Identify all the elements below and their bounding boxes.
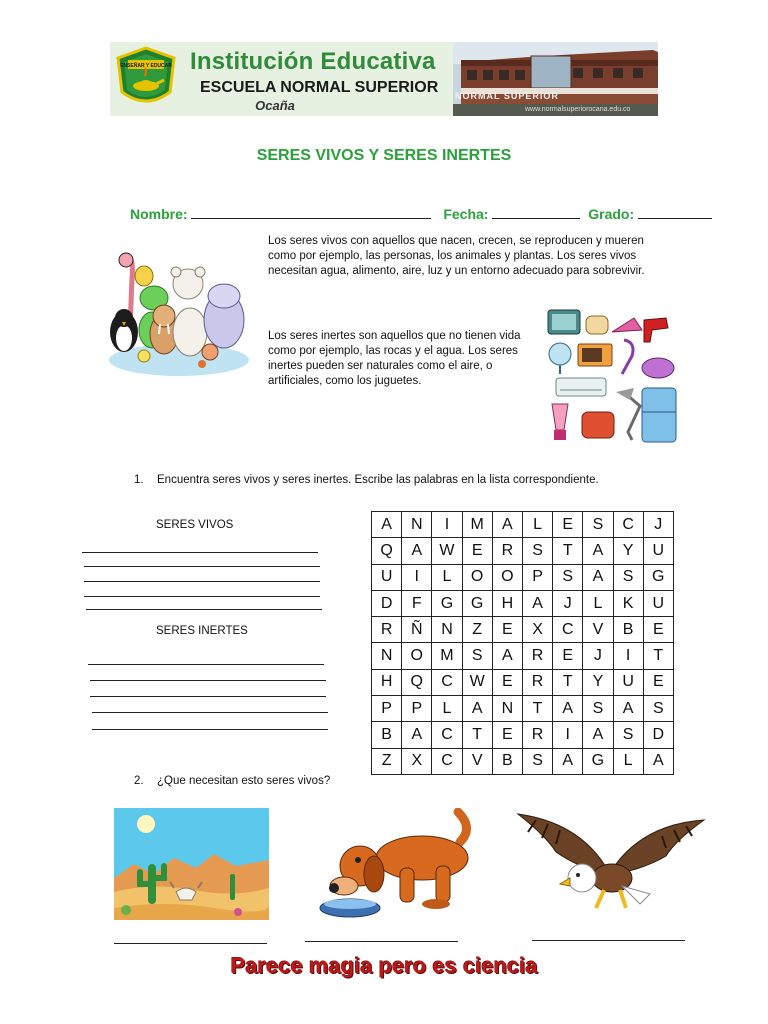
appliances-illustration <box>544 308 680 448</box>
word-search-row <box>372 669 674 695</box>
word-search-cell[interactable]: D <box>643 722 673 748</box>
word-search-cell[interactable]: E <box>492 669 522 695</box>
animals-illustration <box>106 248 252 378</box>
word-search-cell[interactable]: T <box>522 696 552 722</box>
word-search-cell[interactable]: A <box>613 696 643 722</box>
desert-cactus-image <box>114 808 269 920</box>
word-search-cell[interactable]: L <box>432 696 462 722</box>
dog-answer-line[interactable] <box>305 941 458 942</box>
word-search-cell[interactable]: B <box>613 617 643 643</box>
word-search-cell[interactable]: T <box>553 669 583 695</box>
header-banner <box>110 42 658 116</box>
word-search-cell[interactable]: G <box>643 564 673 590</box>
word-search-grid <box>371 511 674 775</box>
word-search-cell[interactable]: W <box>462 669 492 695</box>
word-search-cell[interactable]: S <box>583 512 613 538</box>
word-search-cell[interactable]: A <box>583 722 613 748</box>
word-search-cell[interactable]: P <box>522 564 552 590</box>
word-search-cell[interactable]: H <box>492 590 522 616</box>
eagle-answer-line[interactable] <box>532 940 685 941</box>
word-search-cell[interactable]: A <box>372 512 402 538</box>
word-search-cell[interactable]: Z <box>462 617 492 643</box>
living-answer-line-3[interactable] <box>84 581 320 582</box>
word-search-cell[interactable]: U <box>643 538 673 564</box>
student-info-line <box>130 206 712 222</box>
word-search-cell[interactable]: S <box>613 722 643 748</box>
word-search-cell[interactable]: A <box>492 643 522 669</box>
grade-field[interactable] <box>638 206 712 219</box>
inert-answer-line-4[interactable] <box>92 712 328 713</box>
word-search-cell[interactable]: A <box>643 748 673 774</box>
word-search-cell[interactable]: T <box>462 722 492 748</box>
word-search-cell[interactable]: P <box>402 696 432 722</box>
word-search-cell[interactable]: A <box>583 538 613 564</box>
word-search-cell[interactable]: N <box>492 696 522 722</box>
word-search-row <box>372 590 674 616</box>
question2-text: ¿Que necesitan esto seres vivos? <box>157 775 331 787</box>
living-beings-paragraph: Los seres vivos con aquellos que nacen, crecen, se reproducen y mueren como por ejemplo, las personas, los animales y plantas. Los seres vivos necesitan agua, alimento, aire, luz y un entorno adecuado para sobrevivir. <box>268 235 645 277</box>
word-search-cell[interactable]: S <box>522 538 552 564</box>
word-search-cell[interactable]: H <box>372 669 402 695</box>
desert-answer-line[interactable] <box>114 943 267 944</box>
word-search-cell[interactable]: Y <box>583 669 613 695</box>
word-search-cell[interactable]: U <box>643 590 673 616</box>
svg-text:ENSEÑAR Y EDUCAR: ENSEÑAR Y EDUCAR <box>120 63 172 69</box>
word-search-cell[interactable]: T <box>643 643 673 669</box>
name-field[interactable] <box>191 206 431 219</box>
word-search-cell[interactable]: A <box>553 748 583 774</box>
word-search-cell[interactable]: L <box>613 748 643 774</box>
word-search-cell[interactable]: C <box>432 722 462 748</box>
inert-answer-line-3[interactable] <box>90 696 326 697</box>
word-search-cell[interactable]: J <box>553 590 583 616</box>
word-search-cell[interactable]: R <box>522 643 552 669</box>
inert-beings-paragraph: Los seres inertes son aquellos que no tienen vida como por ejemplo, las rocas y el agua. Los seres inertes pueden ser naturales como el aire, o artificiales, como los juguetes. <box>268 330 521 387</box>
word-search-cell[interactable]: I <box>553 722 583 748</box>
school-name: ESCUELA NORMAL SUPERIOR <box>200 79 439 96</box>
word-search-cell[interactable]: I <box>613 643 643 669</box>
word-search-cell[interactable]: E <box>553 512 583 538</box>
word-search-cell[interactable]: C <box>613 512 643 538</box>
flying-eagle-image <box>516 812 706 922</box>
word-search-cell[interactable]: E <box>492 722 522 748</box>
word-search-cell[interactable]: S <box>462 643 492 669</box>
word-search-cell[interactable]: I <box>432 512 462 538</box>
word-search-cell[interactable]: Z <box>372 748 402 774</box>
word-search-cell[interactable]: A <box>462 696 492 722</box>
inert-answer-line-5[interactable] <box>92 729 328 730</box>
word-search-cell[interactable]: A <box>402 538 432 564</box>
word-search-cell[interactable]: C <box>432 669 462 695</box>
word-search-cell[interactable]: O <box>492 564 522 590</box>
dog-eating-image <box>318 808 476 920</box>
word-search-row <box>372 696 674 722</box>
word-search-cell[interactable]: E <box>462 538 492 564</box>
word-search-row <box>372 538 674 564</box>
word-search-cell[interactable]: E <box>553 643 583 669</box>
inert-answer-line-1[interactable] <box>88 664 324 665</box>
living-answer-line-5[interactable] <box>86 609 322 610</box>
word-search-cell[interactable]: L <box>583 590 613 616</box>
word-search-cell[interactable]: N <box>432 617 462 643</box>
word-search-cell[interactable]: S <box>522 748 552 774</box>
city-name: Ocaña <box>255 98 295 113</box>
word-search-cell[interactable]: I <box>402 564 432 590</box>
word-search-cell[interactable]: V <box>583 617 613 643</box>
name-label: Nombre: <box>130 206 188 222</box>
living-answer-line-2[interactable] <box>84 566 320 567</box>
word-search-cell[interactable]: A <box>553 696 583 722</box>
school-building-photo <box>453 42 658 116</box>
word-search-cell[interactable]: A <box>583 564 613 590</box>
word-search-cell[interactable]: S <box>583 696 613 722</box>
word-search-cell[interactable]: O <box>402 643 432 669</box>
word-search-cell[interactable]: S <box>643 696 673 722</box>
word-search-cell[interactable]: N <box>372 643 402 669</box>
word-search-cell[interactable]: P <box>372 696 402 722</box>
inert-list-label: SERES INERTES <box>156 625 248 637</box>
living-list-label: SERES VIVOS <box>156 519 234 531</box>
word-search-cell[interactable]: W <box>432 538 462 564</box>
word-search-cell[interactable]: F <box>402 590 432 616</box>
word-search-cell[interactable]: D <box>372 590 402 616</box>
word-search-cell[interactable]: N <box>402 512 432 538</box>
word-search-cell[interactable]: J <box>583 643 613 669</box>
word-search-cell[interactable]: K <box>613 590 643 616</box>
word-search-cell[interactable]: E <box>643 617 673 643</box>
word-search-cell[interactable]: R <box>492 538 522 564</box>
living-answer-line-1[interactable] <box>82 552 318 553</box>
word-search-cell[interactable]: G <box>583 748 613 774</box>
word-search-cell[interactable]: C <box>432 748 462 774</box>
word-search-row <box>372 564 674 590</box>
footer-slogan: Parece magia pero es ciencia <box>230 953 538 978</box>
word-search-cell[interactable]: U <box>372 564 402 590</box>
institution-title: Institución Educativa <box>190 48 436 75</box>
word-search-row <box>372 722 674 748</box>
word-search-cell[interactable]: G <box>462 590 492 616</box>
question1-text: Encuentra seres vivos y seres inertes. Escribe las palabras en la lista correspondiente. <box>157 474 599 486</box>
word-search-cell[interactable]: Q <box>402 669 432 695</box>
word-search-cell[interactable]: L <box>432 564 462 590</box>
building-sign: NORMAL SUPERIOR <box>455 91 559 101</box>
word-search-cell[interactable]: B <box>372 722 402 748</box>
word-search-row <box>372 617 674 643</box>
inert-answer-line-2[interactable] <box>90 680 326 681</box>
stock-watermark: iStock <box>612 828 643 839</box>
word-search-cell[interactable]: M <box>462 512 492 538</box>
word-search-row <box>372 512 674 538</box>
word-search-cell[interactable]: R <box>522 722 552 748</box>
word-search-cell[interactable]: A <box>402 722 432 748</box>
word-search-cell[interactable]: V <box>462 748 492 774</box>
word-search-row <box>372 748 674 774</box>
word-search-cell[interactable]: J <box>643 512 673 538</box>
grade-label: Grado: <box>588 206 635 222</box>
word-search-cell[interactable]: Y <box>613 538 643 564</box>
word-search-cell[interactable]: R <box>522 669 552 695</box>
word-search-cell[interactable]: C <box>553 617 583 643</box>
living-answer-line-4[interactable] <box>84 596 320 597</box>
word-search-cell[interactable]: S <box>613 564 643 590</box>
word-search-cell[interactable]: B <box>492 748 522 774</box>
word-search-cell[interactable]: U <box>613 669 643 695</box>
word-search-cell[interactable]: S <box>553 564 583 590</box>
word-search-cell[interactable]: L <box>522 512 552 538</box>
worksheet-title: SERES VIVOS Y SERES INERTES <box>256 147 512 164</box>
date-field[interactable] <box>492 206 580 219</box>
word-search-cell[interactable]: X <box>402 748 432 774</box>
word-search-cell[interactable]: X <box>522 617 552 643</box>
word-search-cell[interactable]: E <box>492 617 522 643</box>
date-label: Fecha: <box>443 206 489 222</box>
word-search-cell[interactable]: Q <box>372 538 402 564</box>
word-search-row <box>372 643 674 669</box>
question2-number: 2. <box>134 775 144 787</box>
word-search-cell[interactable]: Ñ <box>402 617 432 643</box>
word-search-cell[interactable]: G <box>432 590 462 616</box>
school-website: www.normalsuperiorocana.edu.co <box>525 106 631 113</box>
word-search-cell[interactable]: A <box>492 512 522 538</box>
word-search-cell[interactable]: E <box>643 669 673 695</box>
word-search-cell[interactable]: O <box>462 564 492 590</box>
word-search-cell[interactable]: A <box>522 590 552 616</box>
word-search-cell[interactable]: M <box>432 643 462 669</box>
question1-number: 1. <box>134 474 144 486</box>
word-search-cell[interactable]: T <box>553 538 583 564</box>
word-search-cell[interactable]: R <box>372 617 402 643</box>
